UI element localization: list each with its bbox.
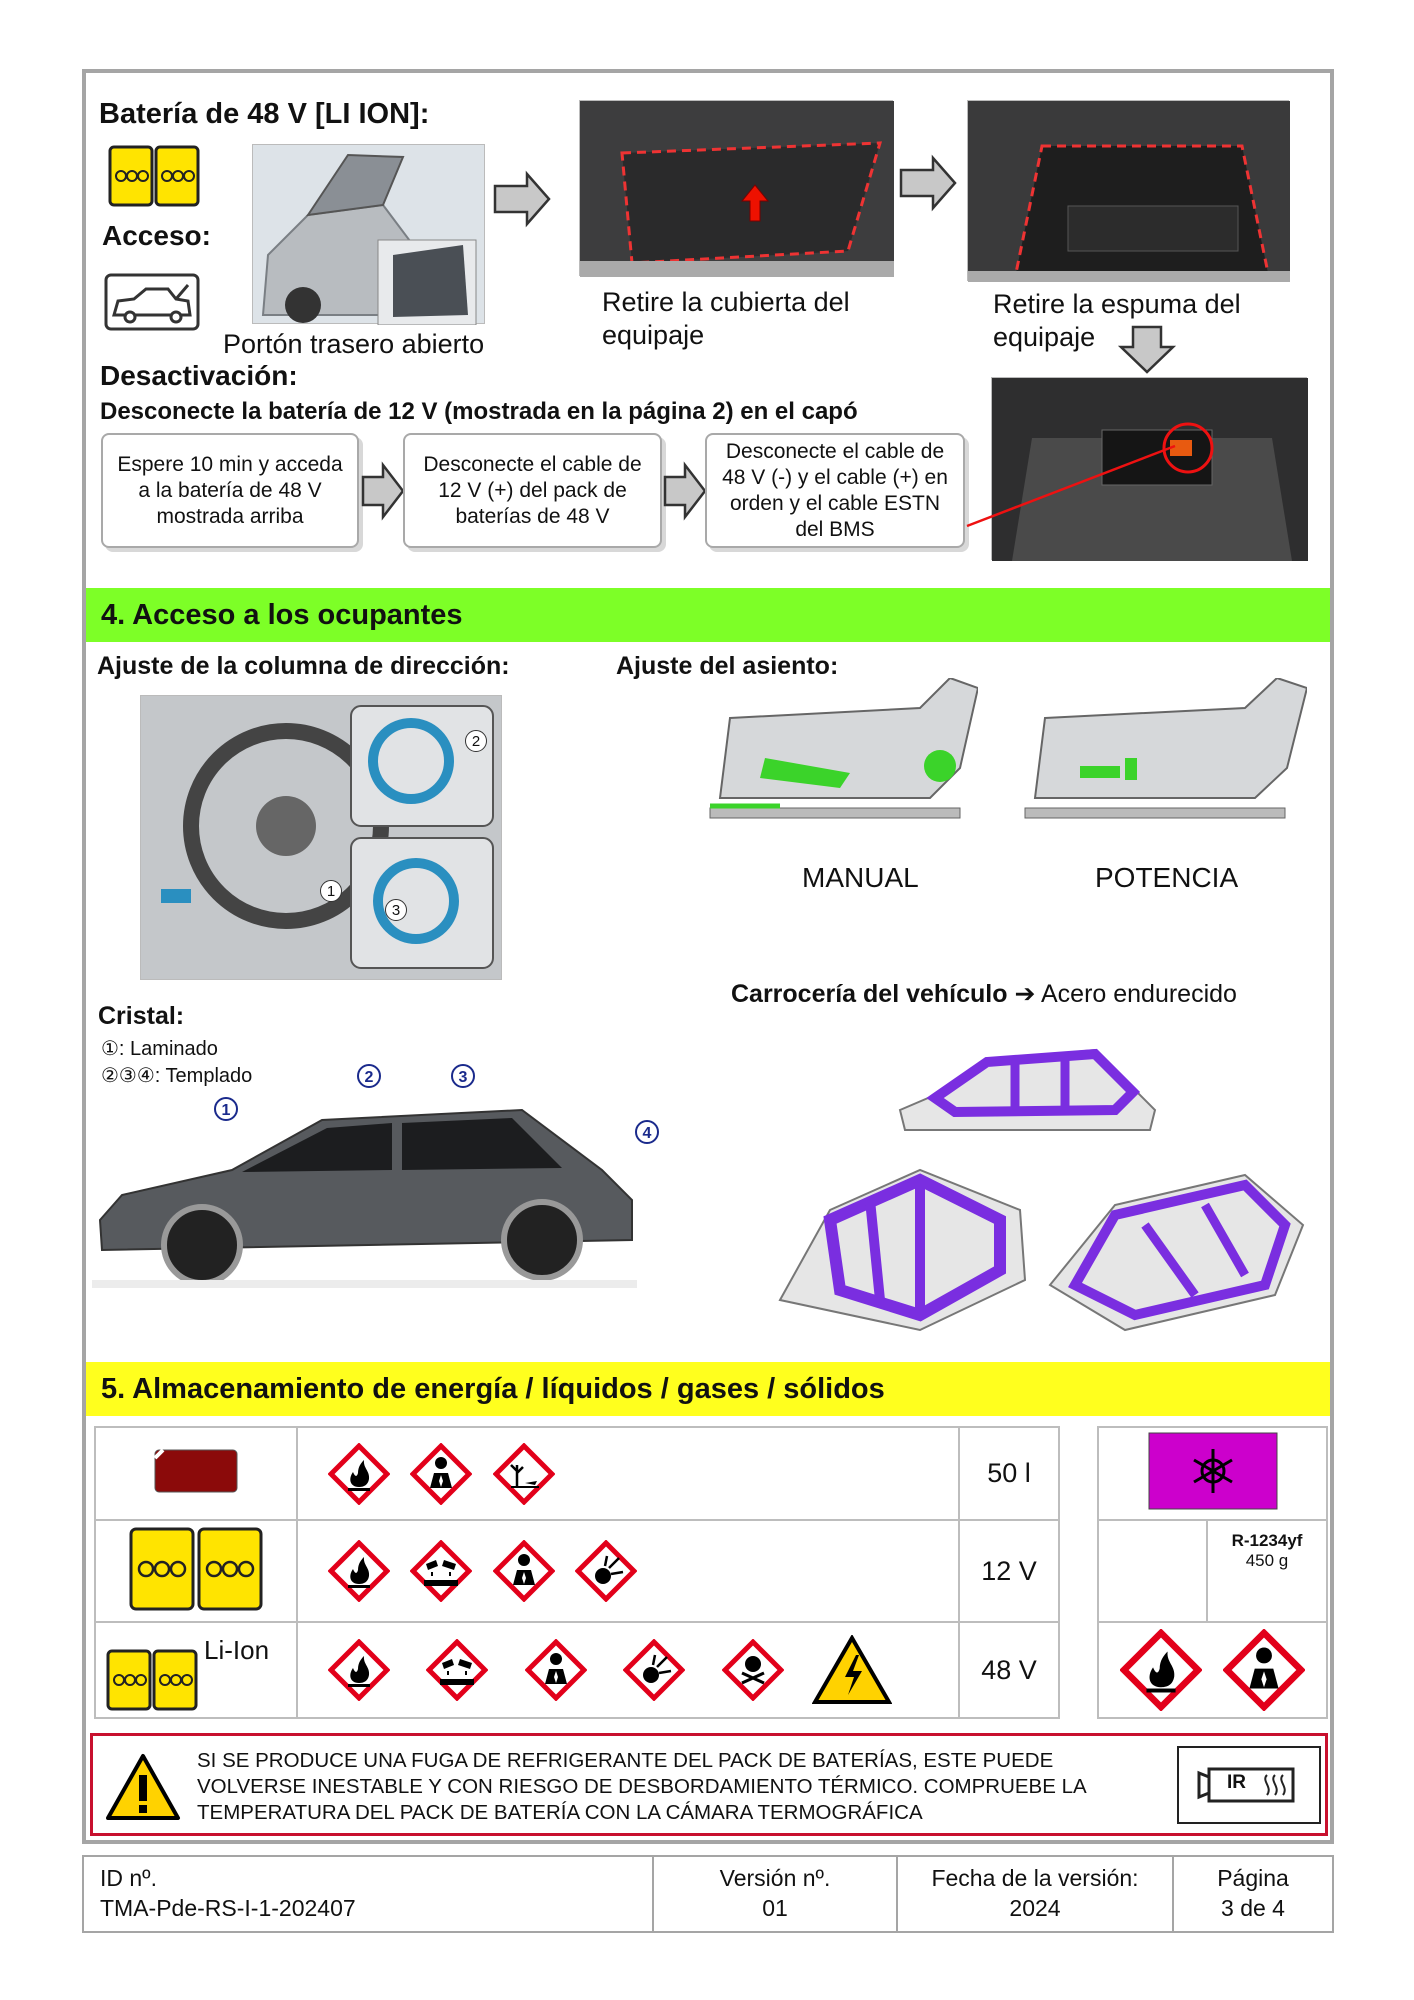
- footer-date-cell: [897, 1856, 1173, 1932]
- section4-header: 4. Acceso a los ocupantes: [86, 588, 1330, 642]
- hazards-table: [94, 1426, 1060, 1719]
- footer-id-cell: [83, 1856, 653, 1932]
- section5-header: 5. Almacenamiento de energía / líquidos / gases / sólidos: [86, 1362, 1330, 1416]
- tailgate-open-photo: [252, 144, 485, 324]
- explosive-icon: [575, 1540, 637, 1602]
- refrigerant-pictograms: [1098, 1622, 1327, 1718]
- glass-marker-2: 2: [357, 1064, 381, 1088]
- corrosive-icon: [410, 1540, 472, 1602]
- steering-marker-2: 2: [465, 730, 487, 752]
- ir-label: IR: [1227, 1772, 1246, 1793]
- flammable-icon: [328, 1540, 390, 1602]
- caption-tailgate: Portón trasero abierto: [223, 329, 485, 359]
- glass-laminated-text: ①: Laminado: [101, 1038, 218, 1060]
- body-label: Carrocería del vehículo: [731, 980, 1008, 1008]
- refrigerant-icon-cell: [1098, 1427, 1327, 1520]
- seat-manual-caption: MANUAL: [802, 862, 919, 893]
- seat-power-image: [1015, 678, 1307, 846]
- glass-label: Cristal:: [98, 1002, 185, 1030]
- toxic-skull-icon: [722, 1639, 784, 1701]
- glass-marker-3: 3: [451, 1064, 475, 1088]
- refrigerant-empty-cell: [1098, 1520, 1207, 1622]
- battery12v-pictograms: [297, 1520, 959, 1622]
- corrosive-icon: [426, 1639, 488, 1701]
- high-voltage-warning-icon: [812, 1635, 892, 1705]
- refrigerant-info-cell: [1207, 1520, 1327, 1622]
- footer-page-label: Página: [1217, 1865, 1289, 1891]
- health-hazard-icon: [410, 1443, 472, 1505]
- health-hazard-icon: [525, 1639, 587, 1701]
- arrow-right-bold-icon: ➔: [1014, 980, 1041, 1008]
- fuel-pictograms: [297, 1427, 959, 1520]
- health-hazard-icon: [1223, 1629, 1305, 1711]
- arrow-right-icon: [493, 170, 553, 228]
- steering-label: Ajuste de la columna de dirección:: [97, 652, 510, 680]
- fuel-amount: 50 l: [959, 1427, 1059, 1520]
- battery-12v-icon: [128, 1526, 264, 1612]
- steering-column-image: [140, 695, 502, 980]
- warning-triangle-icon: [105, 1753, 181, 1821]
- refrigerant-table: [1097, 1426, 1328, 1719]
- glass-marker-1: 1: [214, 1097, 238, 1121]
- step-2-box: Desconecte el cable de 12 V (+) del pack de baterías de 48 V: [403, 433, 662, 548]
- glass-tempered-text: ②③④: Templado: [101, 1065, 253, 1087]
- disconnect-12v-text: Desconecte la batería de 12 V (mostrada en la página 2) en el capó: [100, 398, 858, 425]
- battery12v-cell: [95, 1520, 297, 1622]
- explosive-icon: [623, 1639, 685, 1701]
- footer-version-value: 01: [762, 1895, 788, 1921]
- battery-icon: [108, 145, 200, 207]
- step-1-box: Espere 10 min y acceda a la batería de 48 V mostrada arriba: [101, 433, 359, 548]
- body-side-image: [895, 1040, 1160, 1140]
- battery48v-voltage: 48 V: [959, 1622, 1059, 1718]
- environment-hazard-icon: [493, 1443, 555, 1505]
- footer-date-value: 2024: [1009, 1895, 1061, 1921]
- glass-marker-4: 4: [635, 1120, 659, 1144]
- trunk-open-icon: [104, 273, 200, 331]
- footer-page-cell: [1173, 1856, 1333, 1932]
- footer-page-value: 3 de 4: [1221, 1895, 1285, 1921]
- footer-id-value: TMA-Pde-RS-I-1-202407: [100, 1895, 356, 1921]
- seat-manual-image: [700, 678, 978, 846]
- footer-id-label: ID nº.: [100, 1865, 157, 1891]
- battery48v-cell: [95, 1622, 297, 1718]
- battery48v-pictograms: [297, 1622, 959, 1718]
- body-value: Acero endurecido: [1040, 980, 1237, 1008]
- flammable-icon: [328, 1639, 390, 1701]
- refrigerant-snowflake-icon: [1147, 1431, 1279, 1511]
- arrow-right-icon: [899, 154, 959, 212]
- footer-version-cell: [653, 1856, 897, 1932]
- steering-marker-1: 1: [320, 880, 342, 902]
- access-label: Acceso:: [102, 220, 211, 251]
- luggage-cover-photo: [579, 100, 893, 276]
- flammable-icon: [328, 1443, 390, 1505]
- arrow-right-icon: [361, 461, 405, 521]
- warning-box: [90, 1733, 1328, 1836]
- step-3-box: Desconecte el cable de 48 V (-) y el cable (+) en orden y el cable ESTN del BMS: [705, 433, 965, 548]
- refrigerant-amount: 450 g: [1245, 1551, 1289, 1570]
- warning-text: SI SE PRODUCE UNA FUGA DE REFRIGERANTE DEL PACK DE BATERÍAS, ESTE PUEDE VOLVERSE INESTABLE Y CON RIESGO DE DESBORDAMIENTO TÉRMICO. COMPRUEBE LA TEMPERATURA DEL PACK DE BATERÍA CON LA CÁMARA TERMOGRÁFICA: [197, 1749, 1086, 1824]
- thermal-camera-icon: [1197, 1763, 1303, 1807]
- footer-date-label: Fecha de la versión:: [931, 1865, 1139, 1891]
- fuel-tank-cell: [95, 1427, 297, 1520]
- body-floor-image: [1045, 1165, 1307, 1335]
- seat-power-caption: POTENCIA: [1095, 862, 1239, 893]
- deactivation-label: Desactivación:: [100, 360, 298, 391]
- caption-cover: Retire la cubierta del equipaje: [602, 287, 850, 350]
- pointer-line: [965, 440, 1180, 530]
- footer-table: [82, 1855, 1334, 1933]
- battery48-title: Batería de 48 V [LI ION]:: [99, 98, 430, 130]
- body-cage-image: [770, 1150, 1035, 1335]
- battery-48v-icon: [106, 1649, 198, 1711]
- caption-foam: Retire la espuma del equipaje: [993, 289, 1241, 352]
- thermal-camera-box: [1177, 1746, 1321, 1824]
- li-ion-label: Li-Ion: [204, 1635, 270, 1665]
- footer-version-label: Versión nº.: [719, 1865, 831, 1891]
- body-material-line: [731, 979, 1237, 1009]
- flammable-icon: [1120, 1629, 1202, 1711]
- fuel-tank-icon: [153, 1448, 239, 1494]
- health-hazard-icon: [493, 1540, 555, 1602]
- steering-marker-3: 3: [385, 899, 407, 921]
- luggage-foam-photo: [967, 100, 1289, 281]
- refrigerant-name: R-1234yf: [1231, 1531, 1303, 1550]
- arrow-right-icon: [663, 461, 707, 521]
- seat-label: Ajuste del asiento:: [616, 652, 839, 680]
- battery12v-voltage: 12 V: [959, 1520, 1059, 1622]
- car-side-image: [92, 1090, 637, 1295]
- arrow-down-icon: [1117, 325, 1177, 375]
